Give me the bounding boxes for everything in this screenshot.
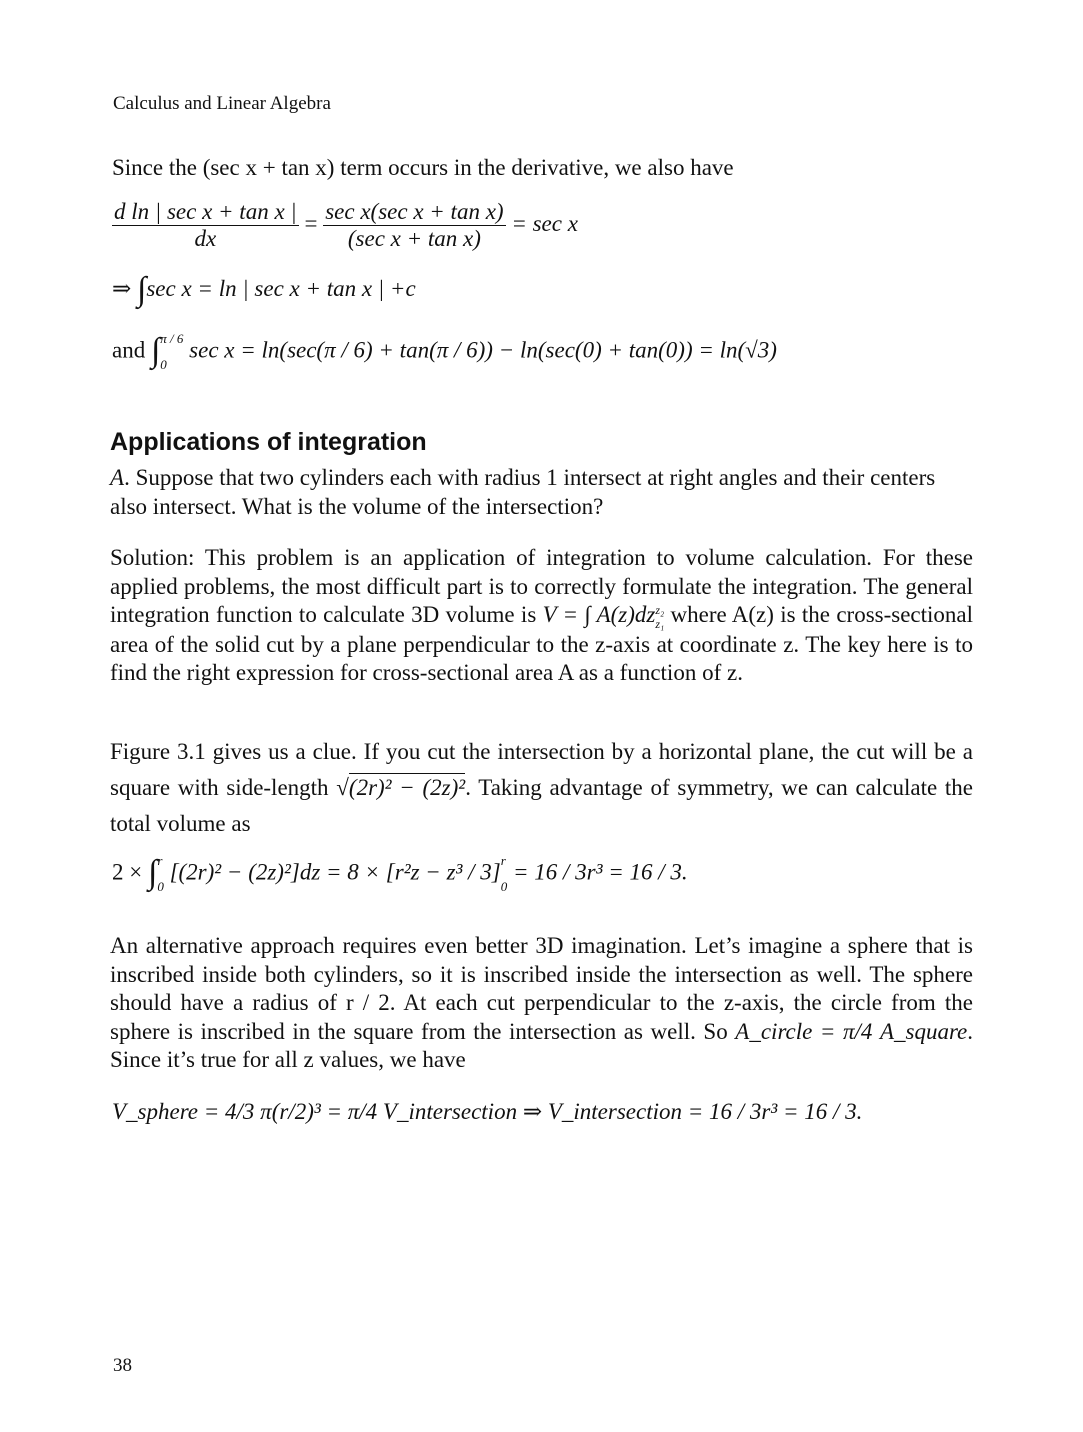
eq4-lead: 2 × <box>112 859 143 885</box>
figure-part2: . Taking advantage of symmetry, we can calculate the total volume as <box>110 775 973 836</box>
eq1-mid-fraction <box>323 199 505 252</box>
eq1-lhs-fraction <box>112 199 299 252</box>
side-length-sqrt <box>336 773 465 800</box>
alt-tail: . Since it’s true for all z values, we have <box>110 1018 974 1072</box>
eq4-body: [(2r)² − (2z)²]dz = 8 × [r²z − z³ / 3] <box>169 859 501 885</box>
eq3-body: sec x = ln(sec(π / 6) + tan(π / 6)) − ln(sec(0) + tan(0)) = ln(√3) <box>189 337 777 363</box>
solution-part2: where A(z) is the cross-sectional area of the solid cut by a plane perpendicular to the z-axis at coordinate z. The key here is to find the right expression for cross-sectional area A as a function of z. <box>110 602 974 686</box>
problem-label: A <box>110 465 125 490</box>
solution-part1: Solution: This problem is an application of integration to volume calculation. For these applied problems, the most difficult part is to correctly formulate the integration. The general integration function to calculate 3D volume is <box>110 545 973 627</box>
eq1-equals: = <box>304 210 318 236</box>
section-heading: Applications of integration <box>110 428 427 456</box>
alternative-paragraph <box>110 932 973 1075</box>
problem-text: . Suppose that two cylinders each with radius 1 intersect at right angles and their centers also intersect. What is the volume of the intersection? <box>110 465 936 519</box>
eq4-limits <box>157 848 164 900</box>
solution-paragraph <box>110 544 973 688</box>
equation-sphere-volume: V_sphere = 4/3 π(r/2)³ = π/4 V_intersection ⇒ V_intersection = 16 / 3r³ = 16 / 3. <box>112 1099 863 1124</box>
area-relation: A_circle = π/4 A_square <box>735 1018 968 1044</box>
eq1-rhs: = sec x <box>511 210 578 236</box>
eq4-tail: = 16 / 3r³ = 16 / 3. <box>513 859 688 885</box>
eq3-limits <box>160 326 183 378</box>
eq4-eval-limits <box>501 848 508 900</box>
page-number: 38 <box>113 1355 132 1376</box>
eq3-lower-limit: 0 <box>160 357 167 372</box>
equation-derivative <box>112 199 578 252</box>
eq2-body: sec x = ln | sec x + tan x | +c <box>146 276 416 301</box>
eq4-upper-limit: r <box>157 853 163 868</box>
eq4-eval-upper: r <box>500 853 506 868</box>
volume-lower-limit: z₁ <box>655 616 665 631</box>
integral-sign-icon: ∫ <box>137 271 147 308</box>
implies-arrow-icon: ⇒ <box>112 276 132 301</box>
eq1-mid-numerator: sec x(sec x + tan x) <box>325 199 504 224</box>
eq4-lower-limit: 0 <box>157 879 164 894</box>
equation-total-volume <box>112 848 688 900</box>
volume-formula-text: V = ∫ A(z)dz <box>542 602 656 627</box>
integral-sign-icon: ∫ <box>150 332 161 370</box>
figure-part1: Figure 3.1 gives us a clue. If you cut the intersection by a horizontal plane, the cut will be a square with side-length <box>110 739 973 800</box>
figure-paragraph <box>110 734 973 842</box>
problem-statement <box>110 464 973 521</box>
sqrt-expression: (2r)² − (2z)² <box>348 775 466 800</box>
equation-antiderivative <box>112 271 416 308</box>
integral-sign-icon: ∫ <box>147 854 158 892</box>
volume-formula <box>542 602 665 631</box>
eq3-and: and <box>112 337 146 363</box>
sqrt-sign-icon: √ <box>336 775 349 800</box>
alt-text: An alternative approach requires even better 3D imagination. Let’s imagine a sphere that is inscribed inside both cylinders, so it is inscribed inside the intersection as well. The sphere should have a radius of r / 2. At each cut perpendicular to the z-axis, the circle from the sphere is inscribed in the square from the intersection as well. So <box>110 933 973 1044</box>
running-header: Calculus and Linear Algebra <box>113 93 331 114</box>
eq1-lhs-denominator: dx <box>194 226 217 251</box>
eq3-upper-limit: π / 6 <box>160 331 184 346</box>
eq4-eval-lower: 0 <box>500 879 508 894</box>
eq1-mid-denominator: (sec x + tan x) <box>347 226 481 251</box>
intro-line: Since the (sec x + tan x) term occurs in the derivative, we also have <box>112 155 734 180</box>
eq1-lhs-numerator: d ln | sec x + tan x | <box>114 199 297 224</box>
volume-upper-limit: z₂ <box>655 602 665 617</box>
volume-formula-limits <box>655 603 664 631</box>
equation-definite-integral <box>112 326 777 378</box>
